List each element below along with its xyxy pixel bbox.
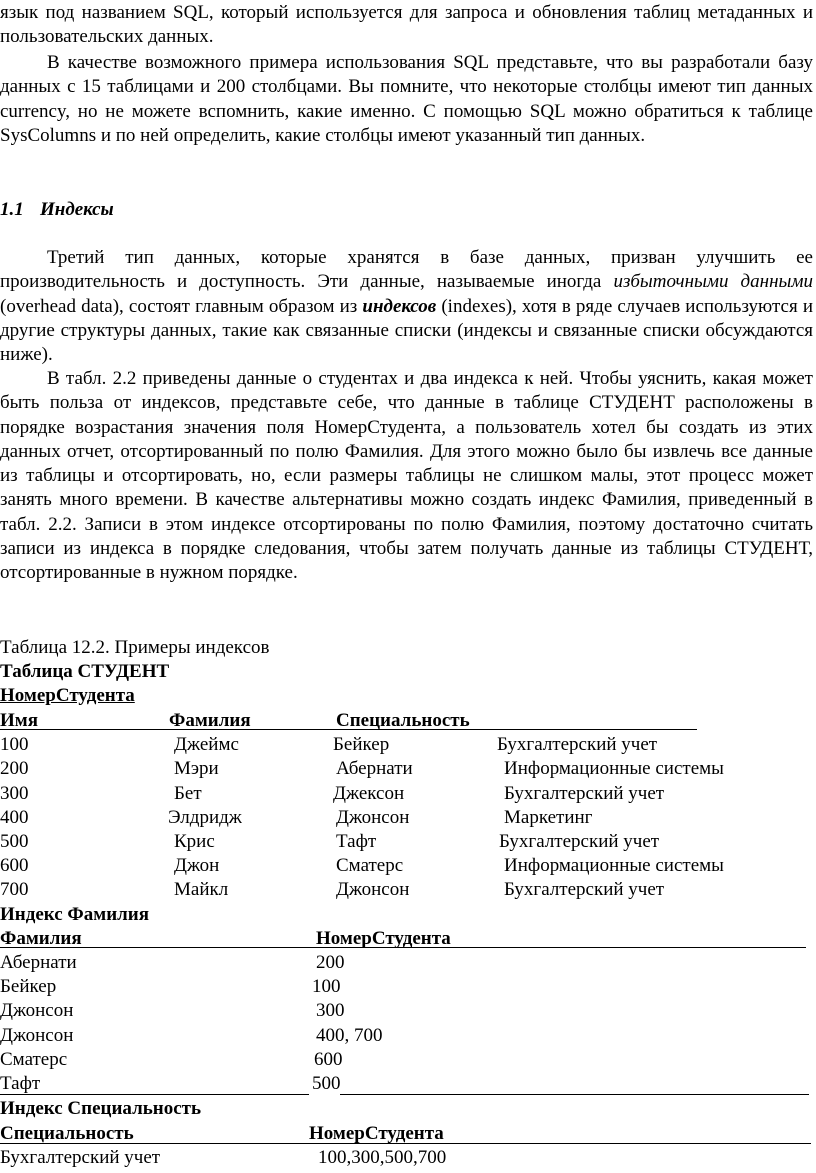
column-header-student-number: НомерСтудента: [316, 928, 451, 949]
student-row-last-name: Джексон: [333, 783, 405, 804]
student-key-header: НомерСтудента: [0, 685, 135, 706]
student-row-major: Информационные системы: [504, 855, 724, 876]
major-index-title: Индекс Специальность: [0, 1098, 202, 1119]
paragraph-indexes-intro: [0, 246, 813, 367]
paragraph-text: (overhead data), состоят главным образом из: [0, 295, 363, 317]
index-row-number: 400, 700: [316, 1025, 383, 1046]
student-row-first-name: Майкл: [174, 879, 229, 900]
student-row-first-name: Джеймс: [174, 734, 239, 755]
bold-italic-term: индексов: [362, 295, 437, 317]
student-row-last-name: Джонсон: [336, 879, 410, 900]
student-row-last-name: Джонсон: [336, 807, 410, 828]
column-header-major: Специальность: [0, 1123, 134, 1144]
paragraph-index-example: В табл. 2.2 приведены данные о студентах и два индекса к ней. Чтобы уяснить, какая может быть польза от индексов, представьте себе, что данные в таблице СТУДЕНТ расположены в порядке возрастания значения поля НомерСтудента, а пользователь хотел бы создать из этих данных отчет, отсортированный по полю Фамилия. Для этого можно было бы извлечь все данные из таблицы и отсортировать, но, если размеры таблицы не слишком малы, этот процесс может занять много времени. В качестве альтернативы можно создать индекс Фамилия, приведенный в табл. 2.2. Записи в этом индексе отсортированы по полю Фамилия, поэтому достаточно считать записи из индекса в порядке следования, чтобы затем получать данные из таблицы СТУДЕНТ, отсортированные в нужном порядке.: [0, 368, 813, 584]
student-row-major: Бухгалтерский учет: [497, 734, 658, 755]
student-row-id: 500: [0, 831, 29, 852]
table-caption: Таблица 12.2. Примеры индексов: [0, 637, 270, 658]
student-row-major: Бухгалтерский учет: [499, 831, 660, 852]
index-row-surname: Бейкер: [0, 976, 57, 997]
student-row-last-name: Абернати: [336, 758, 413, 779]
student-row-id: 300: [0, 783, 29, 804]
paragraph-text: (indexes), хотя в ряде случаев используются и другие структуры данных, такие как связанные списки (индексы и связанные списки обсуждаются ниже).: [0, 295, 813, 366]
student-row-major: Бухгалтерский учет: [504, 783, 665, 804]
column-header-first-name: Имя: [0, 710, 38, 731]
student-row-id: 400: [0, 807, 29, 828]
column-header-student-number: НомерСтудента: [309, 1123, 444, 1144]
index-row-surname: Джонсон: [0, 1000, 74, 1021]
index-row-surname: Сматерс: [0, 1049, 68, 1070]
student-row-major: Маркетинг: [504, 807, 593, 828]
index-row-number: 300: [316, 1000, 345, 1021]
student-row-id: 600: [0, 855, 29, 876]
column-header-major: Специальность: [336, 710, 470, 731]
index-row-surname: Джонсон: [0, 1025, 74, 1046]
student-table-title: Таблица СТУДЕНТ: [0, 661, 170, 682]
student-row-first-name: Элдридж: [168, 807, 242, 828]
column-header-last-name: Фамилия: [169, 710, 251, 731]
column-header-surname: Фамилия: [0, 928, 82, 949]
student-row-first-name: Мэри: [174, 758, 219, 779]
index-row-major: Бухгалтерский учет: [0, 1147, 161, 1168]
student-row-id: 200: [0, 758, 29, 779]
paragraph-intro-tail: язык под названием SQL, который используется для запроса и обновления таблиц метаданных и пользовательских данных.: [0, 2, 813, 48]
index-row-number: 200: [316, 952, 345, 973]
index-row-number: 500: [312, 1073, 341, 1094]
section-heading: [0, 198, 114, 222]
section-number: 1.1: [0, 199, 24, 220]
index-row-surname: Абернати: [0, 952, 77, 973]
section-title: Индексы: [40, 199, 114, 220]
italic-term: избыточными данными: [613, 271, 814, 293]
student-row-last-name: Бейкер: [333, 734, 390, 755]
index-row-surname: Тафт: [0, 1073, 41, 1094]
student-row-first-name: Крис: [174, 831, 215, 852]
surname-index-row-rule: [340, 1094, 809, 1095]
surname-index-title: Индекс Фамилия: [0, 904, 150, 925]
index-row-number: 100: [312, 976, 341, 997]
student-row-major: Информационные системы: [504, 758, 724, 779]
paragraph-sql-example: В качестве возможного примера использования SQL представьте, что вы разработали базу данных с 15 таблицами и 200 столбцами. Вы помните, что некоторые столбцы имеют тип данных currency, но не можете вспомнить, какие именно. С помощью SQL можно обратиться к таблице SysColumns и по ней определить, какие столбцы имеют указанный тип данных.: [0, 52, 813, 146]
index-row-number: 100,300,500,700: [318, 1147, 447, 1168]
paragraph-text: Третий тип данных, которые хранятся в базе данных, призван улучшить ее производительность и доступность. Эти данные, называемые иногда: [0, 247, 813, 293]
student-row-first-name: Джон: [174, 855, 220, 876]
index-row-number: 600: [314, 1049, 343, 1070]
student-row-major: Бухгалтерский учет: [504, 879, 665, 900]
student-row-last-name: Тафт: [336, 831, 377, 852]
student-row-last-name: Сматерс: [336, 855, 404, 876]
student-row-id: 100: [0, 734, 29, 755]
student-row-first-name: Бет: [174, 783, 202, 804]
student-row-id: 700: [0, 879, 29, 900]
surname-index-row-rule: [0, 1094, 309, 1095]
